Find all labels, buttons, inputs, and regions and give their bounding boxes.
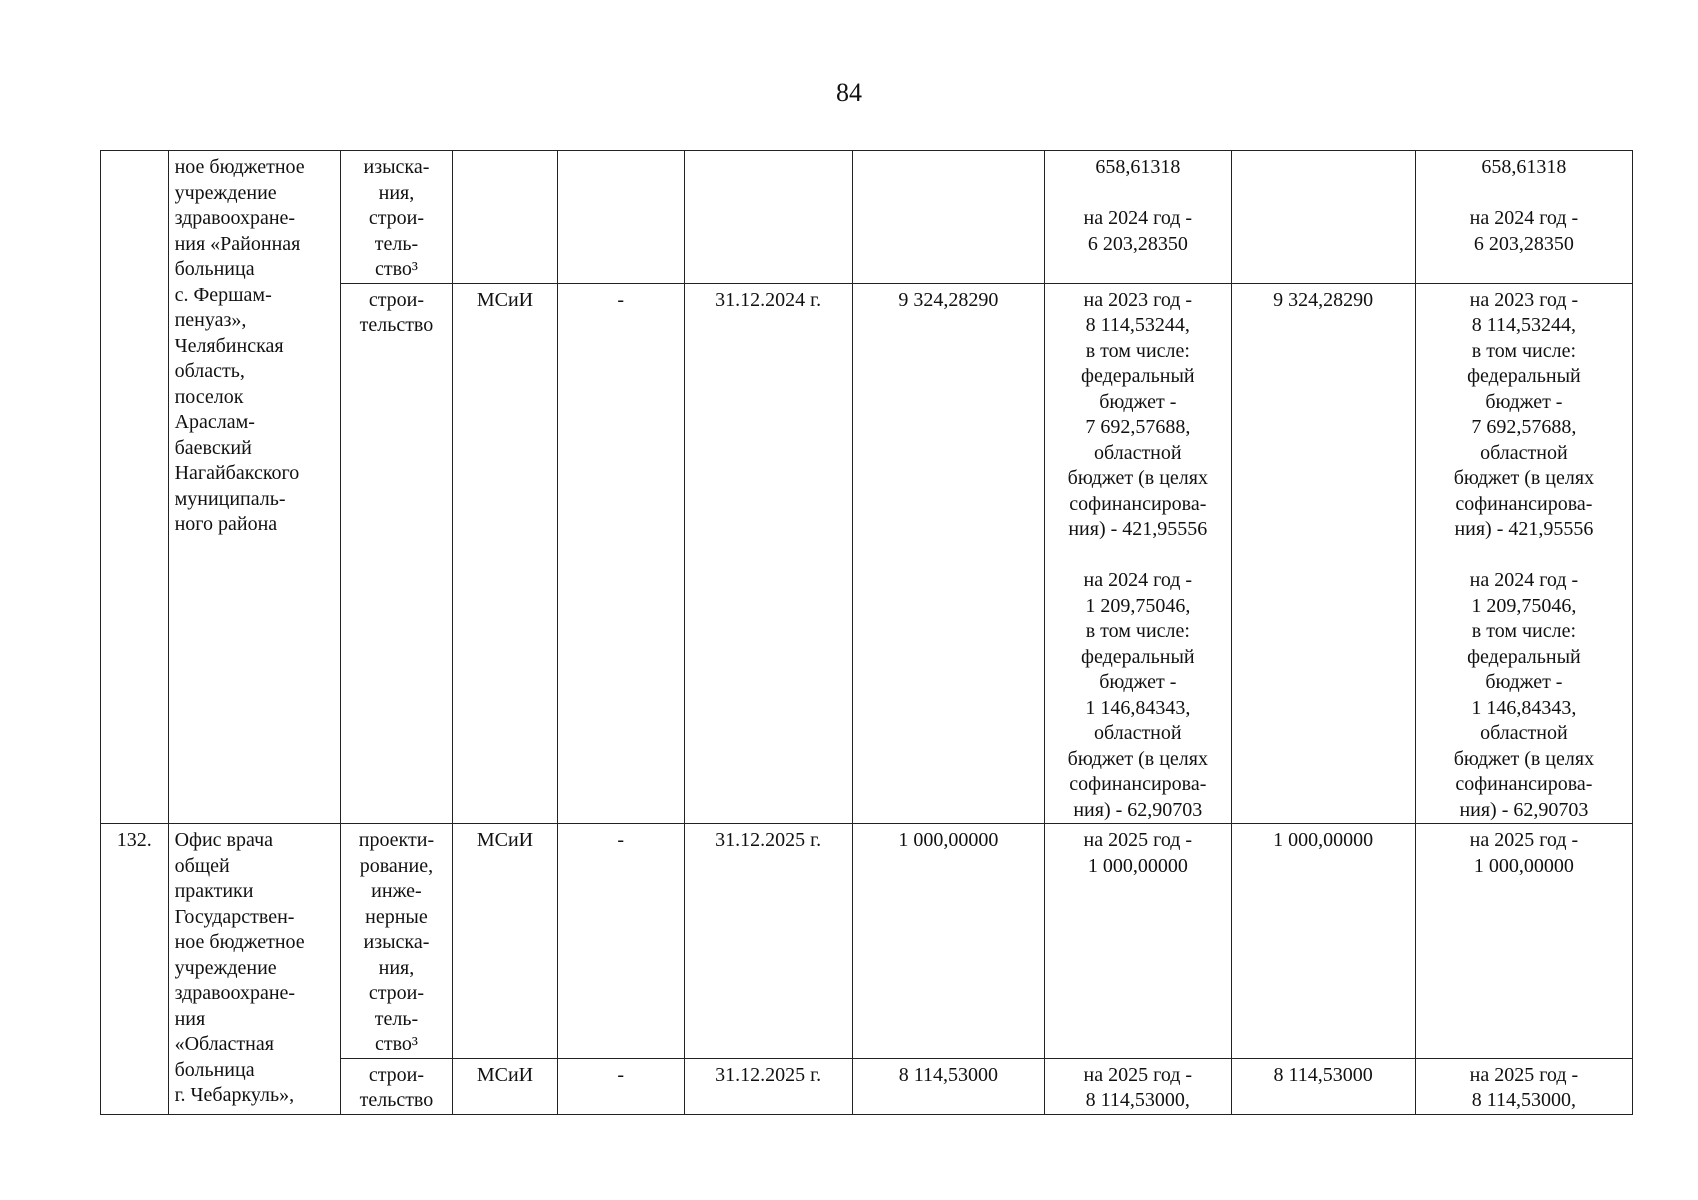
cost-cell-2 — [1231, 151, 1415, 284]
capacity-cell: - — [557, 824, 684, 1059]
page-number: 84 — [836, 78, 862, 107]
work-type-cell: строи- тельство — [340, 1058, 453, 1114]
cost-cell: 9 324,28290 — [852, 283, 1045, 824]
cost-cell: 8 114,53000 — [852, 1058, 1045, 1114]
capacity-cell: - — [557, 1058, 684, 1114]
cost-cell: 1 000,00000 — [852, 824, 1045, 1059]
cost-cell-2: 9 324,28290 — [1231, 283, 1415, 824]
funding-cell-2: на 2025 год - 8 114,53000, — [1415, 1058, 1632, 1114]
funding-cell-2: на 2025 год - 1 000,00000 — [1415, 824, 1632, 1059]
capacity-cell — [557, 151, 684, 284]
object-name-cell: ное бюджетное учреждение здравоохране- ния «Районная больница с. Фершам- пенуаз», Челябинская область, поселок Араслам- баевский Нагайбакского муниципаль- ного района — [168, 151, 340, 824]
investment-table — [100, 150, 1633, 1115]
object-name-cell: Офис врача общей практики Государствен- ное бюджетное учреждение здравоохране- ния «Областная больница г. Чебаркуль», — [168, 824, 340, 1115]
work-type-cell: строи- тельство — [340, 283, 453, 824]
cost-cell — [852, 151, 1045, 284]
deadline-cell: 31.12.2025 г. — [684, 824, 852, 1059]
work-type-cell: изыска- ния, строи- тель- ство³ — [340, 151, 453, 284]
funding-cell-2: на 2023 год - 8 114,53244, в том числе: федеральный бюджет - 7 692,57688, областной бюджет (в целях софинансирова- ния) - 421,95556 на 2024 год - 1 209,75046, в том числе: федеральный бюджет - 1 146,84343, областной бюджет (в целях софинансирова- ния) - 62,90703 — [1415, 283, 1632, 824]
deadline-cell — [684, 151, 852, 284]
number-cell: 132. — [101, 824, 169, 1115]
table-row — [101, 824, 1633, 1059]
deadline-cell: 31.12.2024 г. — [684, 283, 852, 824]
funding-cell: на 2025 год - 8 114,53000, — [1045, 1058, 1231, 1114]
customer-cell: МСиИ — [453, 1058, 557, 1114]
funding-cell: 658,61318 на 2024 год - 6 203,28350 — [1045, 151, 1231, 284]
work-type-cell: проекти- рование, инже- нерные изыска- ния, строи- тель- ство³ — [340, 824, 453, 1059]
cost-cell-2: 1 000,00000 — [1231, 824, 1415, 1059]
table-row — [101, 151, 1633, 284]
customer-cell: МСиИ — [453, 283, 557, 824]
deadline-cell: 31.12.2025 г. — [684, 1058, 852, 1114]
funding-cell: на 2023 год - 8 114,53244, в том числе: федеральный бюджет - 7 692,57688, областной бюджет (в целях софинансирова- ния) - 421,95556 на 2024 год - 1 209,75046, в том числе: федеральный бюджет - 1 146,84343, областной бюджет (в целях софинансирова- ния) - 62,90703 — [1045, 283, 1231, 824]
customer-cell — [453, 151, 557, 284]
customer-cell: МСиИ — [453, 824, 557, 1059]
funding-cell-2: 658,61318 на 2024 год - 6 203,28350 — [1415, 151, 1632, 284]
cost-cell-2: 8 114,53000 — [1231, 1058, 1415, 1114]
funding-cell: на 2025 год - 1 000,00000 — [1045, 824, 1231, 1059]
capacity-cell: - — [557, 283, 684, 824]
number-cell — [101, 151, 169, 824]
